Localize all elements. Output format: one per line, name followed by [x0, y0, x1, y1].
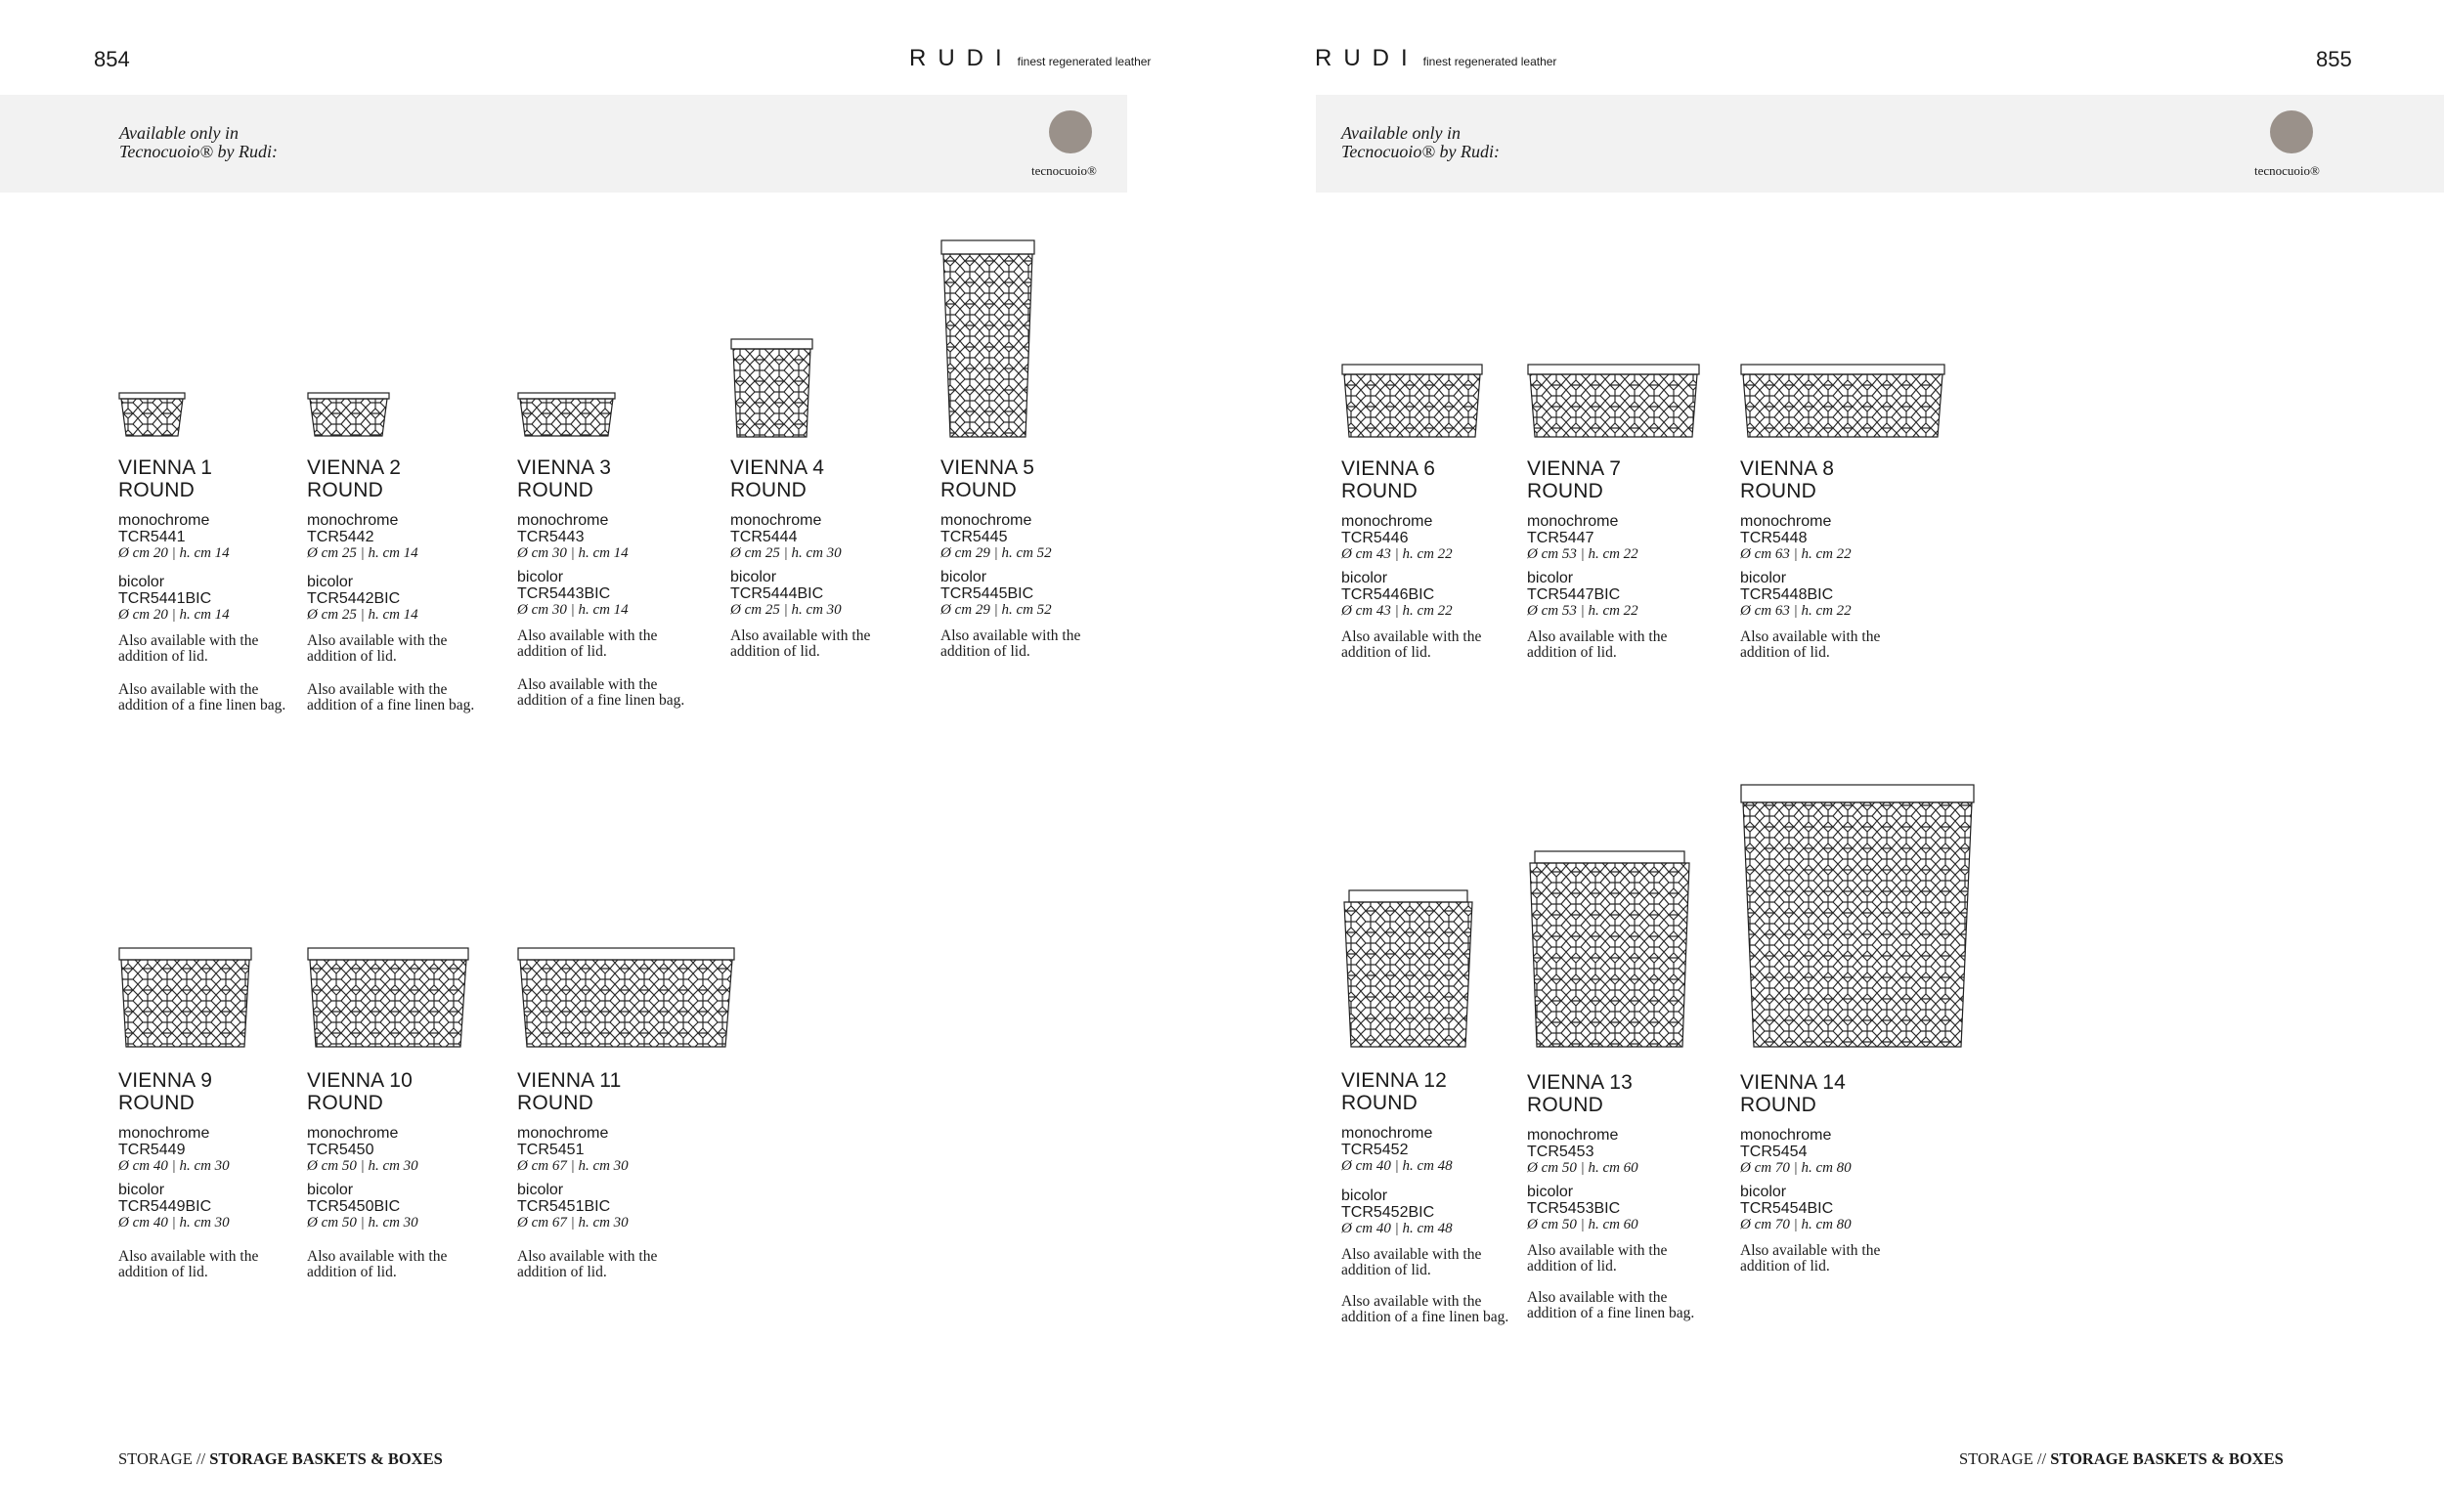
variant-monochrome: monochrome TCR5449 Ø cm 40 | h. cm 30 [118, 1125, 230, 1174]
note-bag: Also available with the addition of a fine linen bag. [1527, 1289, 1695, 1321]
product-vienna-6 [1341, 457, 1527, 661]
variant-monochrome: monochrome TCR5451 Ø cm 67 | h. cm 30 [517, 1125, 629, 1174]
variant-bicolor: bicolor TCR5441BIC Ø cm 20 | h. cm 14 [118, 574, 230, 623]
variant-bicolor: bicolor TCR5452BIC Ø cm 40 | h. cm 48 [1341, 1188, 1453, 1236]
product-vienna-14 [1740, 1071, 1926, 1274]
note-lid: Also available with the addition of lid. [1341, 628, 1482, 661]
variant-bicolor: bicolor TCR5454BIC Ø cm 70 | h. cm 80 [1740, 1184, 1852, 1232]
product-name: VIENNA 11 ROUND [517, 1069, 622, 1114]
note-lid: Also available with the addition of lid. [1341, 1246, 1482, 1278]
note-lid: Also available with the addition of lid. [1527, 1242, 1668, 1274]
basket-illustration-vienna-5 [940, 239, 1035, 438]
variant-bicolor: bicolor TCR5451BIC Ø cm 67 | h. cm 30 [517, 1182, 629, 1231]
tecnocuoio-logo-icon [2270, 110, 2313, 153]
page-number-right: 855 [2316, 47, 2352, 71]
variant-monochrome: monochrome TCR5446 Ø cm 43 | h. cm 22 [1341, 513, 1453, 562]
product-name: VIENNA 7 ROUND [1527, 457, 1622, 502]
note-lid: Also available with the addition of lid. [307, 632, 448, 665]
footer-section-left [118, 1449, 443, 1469]
brand-name: RUDI [1315, 45, 1419, 71]
product-name: VIENNA 14 ROUND [1740, 1071, 1847, 1116]
tecnocuoio-logo-icon [1049, 110, 1092, 153]
variant-bicolor: bicolor TCR5453BIC Ø cm 50 | h. cm 60 [1527, 1184, 1638, 1232]
note-lid: Also available with the addition of lid. [1740, 1242, 1881, 1274]
product-name: VIENNA 9 ROUND [118, 1069, 213, 1114]
note-lid: Also available with the addition of lid. [1527, 628, 1668, 661]
basket-illustration-vienna-3 [517, 392, 616, 437]
product-vienna-9 [118, 1069, 304, 1280]
tecnocuoio-logo-text: tecnocuoio® [2254, 163, 2320, 178]
product-vienna-3 [517, 456, 703, 709]
basket-illustration-vienna-10 [307, 947, 469, 1048]
product-name: VIENNA 6 ROUND [1341, 457, 1436, 502]
product-name: VIENNA 1 ROUND [118, 456, 213, 501]
variant-monochrome: monochrome TCR5447 Ø cm 53 | h. cm 22 [1527, 513, 1638, 562]
footer-section-title: STORAGE BASKETS & BOXES [209, 1449, 443, 1468]
product-vienna-4 [730, 456, 916, 660]
product-vienna-5 [940, 456, 1126, 660]
note-bag: Also available with the addition of a fine linen bag. [307, 681, 475, 713]
brand-tagline: finest regenerated leather [1422, 55, 1557, 68]
variant-monochrome: monochrome TCR5441 Ø cm 20 | h. cm 14 [118, 512, 230, 561]
product-name: VIENNA 2 ROUND [307, 456, 402, 501]
variant-monochrome: monochrome TCR5443 Ø cm 30 | h. cm 14 [517, 512, 629, 561]
product-name: VIENNA 4 ROUND [730, 456, 825, 501]
footer-category: STORAGE // [118, 1449, 206, 1468]
availability-text-right [1341, 124, 1500, 161]
variant-monochrome: monochrome TCR5453 Ø cm 50 | h. cm 60 [1527, 1127, 1638, 1176]
product-name: VIENNA 3 ROUND [517, 456, 612, 501]
footer-section-right [1959, 1449, 2284, 1469]
tecnocuoio-logo-text: tecnocuoio® [1031, 163, 1097, 178]
product-vienna-10 [307, 1069, 493, 1280]
product-vienna-8 [1740, 457, 1926, 661]
basket-illustration-vienna-9 [118, 947, 252, 1048]
page-number-left: 854 [94, 47, 130, 71]
note-lid: Also available with the addition of lid. [118, 1248, 259, 1280]
note-bag: Also available with the addition of a fine linen bag. [118, 681, 286, 713]
banner-line-2: Tecnocuoio® by Rudi: [1341, 142, 1500, 161]
basket-illustration-vienna-12 [1341, 889, 1475, 1048]
basket-illustration-vienna-1 [118, 392, 186, 437]
note-lid: Also available with the addition of lid. [118, 632, 259, 665]
variant-monochrome: monochrome TCR5442 Ø cm 25 | h. cm 14 [307, 512, 418, 561]
brand-header-left [909, 45, 1151, 72]
banner-line-2: Tecnocuoio® by Rudi: [119, 142, 278, 161]
variant-monochrome: monochrome TCR5445 Ø cm 29 | h. cm 52 [940, 512, 1052, 561]
availability-text-left [119, 124, 278, 161]
variant-monochrome: monochrome TCR5444 Ø cm 25 | h. cm 30 [730, 512, 842, 561]
brand-tagline: finest regenerated leather [1017, 55, 1152, 68]
note-lid: Also available with the addition of lid. [940, 627, 1081, 660]
note-lid: Also available with the addition of lid. [1740, 628, 1881, 661]
note-lid: Also available with the addition of lid. [517, 1248, 658, 1280]
variant-bicolor: bicolor TCR5450BIC Ø cm 50 | h. cm 30 [307, 1182, 418, 1231]
banner-line-1: Available only in [119, 123, 239, 143]
basket-illustration-vienna-8 [1740, 364, 1945, 438]
product-name: VIENNA 12 ROUND [1341, 1069, 1448, 1114]
note-lid: Also available with the addition of lid. [517, 627, 658, 660]
product-name: VIENNA 5 ROUND [940, 456, 1035, 501]
variant-monochrome: monochrome TCR5454 Ø cm 70 | h. cm 80 [1740, 1127, 1852, 1176]
variant-bicolor: bicolor TCR5443BIC Ø cm 30 | h. cm 14 [517, 569, 629, 618]
variant-bicolor: bicolor TCR5447BIC Ø cm 53 | h. cm 22 [1527, 570, 1638, 619]
basket-illustration-vienna-11 [517, 947, 735, 1048]
brand-header-right [1315, 45, 1556, 72]
product-vienna-13 [1527, 1071, 1713, 1321]
basket-illustration-vienna-2 [307, 392, 390, 437]
product-vienna-7 [1527, 457, 1713, 661]
footer-section-title: STORAGE BASKETS & BOXES [2050, 1449, 2284, 1468]
product-vienna-11 [517, 1069, 703, 1280]
variant-bicolor: bicolor TCR5444BIC Ø cm 25 | h. cm 30 [730, 569, 842, 618]
basket-illustration-vienna-6 [1341, 364, 1483, 438]
product-vienna-1 [118, 456, 304, 713]
variant-bicolor: bicolor TCR5449BIC Ø cm 40 | h. cm 30 [118, 1182, 230, 1231]
basket-illustration-vienna-4 [730, 338, 813, 438]
product-name: VIENNA 8 ROUND [1740, 457, 1835, 502]
brand-name: RUDI [909, 45, 1014, 71]
basket-illustration-vienna-13 [1527, 850, 1692, 1048]
basket-illustration-vienna-7 [1527, 364, 1700, 438]
variant-monochrome: monochrome TCR5448 Ø cm 63 | h. cm 22 [1740, 513, 1852, 562]
product-name: VIENNA 13 ROUND [1527, 1071, 1634, 1116]
note-lid: Also available with the addition of lid. [730, 627, 871, 660]
variant-bicolor: bicolor TCR5445BIC Ø cm 29 | h. cm 52 [940, 569, 1052, 618]
variant-bicolor: bicolor TCR5448BIC Ø cm 63 | h. cm 22 [1740, 570, 1852, 619]
variant-bicolor: bicolor TCR5442BIC Ø cm 25 | h. cm 14 [307, 574, 418, 623]
variant-monochrome: monochrome TCR5452 Ø cm 40 | h. cm 48 [1341, 1125, 1453, 1174]
product-name: VIENNA 10 ROUND [307, 1069, 414, 1114]
basket-illustration-vienna-14 [1740, 784, 1975, 1048]
footer-category: STORAGE // [1959, 1449, 2047, 1468]
product-vienna-12 [1341, 1069, 1527, 1325]
note-lid: Also available with the addition of lid. [307, 1248, 448, 1280]
variant-monochrome: monochrome TCR5450 Ø cm 50 | h. cm 30 [307, 1125, 418, 1174]
note-bag: Also available with the addition of a fine linen bag. [517, 676, 685, 709]
product-vienna-2 [307, 456, 493, 713]
banner-line-1: Available only in [1341, 123, 1461, 143]
variant-bicolor: bicolor TCR5446BIC Ø cm 43 | h. cm 22 [1341, 570, 1453, 619]
note-bag: Also available with the addition of a fine linen bag. [1341, 1293, 1509, 1325]
